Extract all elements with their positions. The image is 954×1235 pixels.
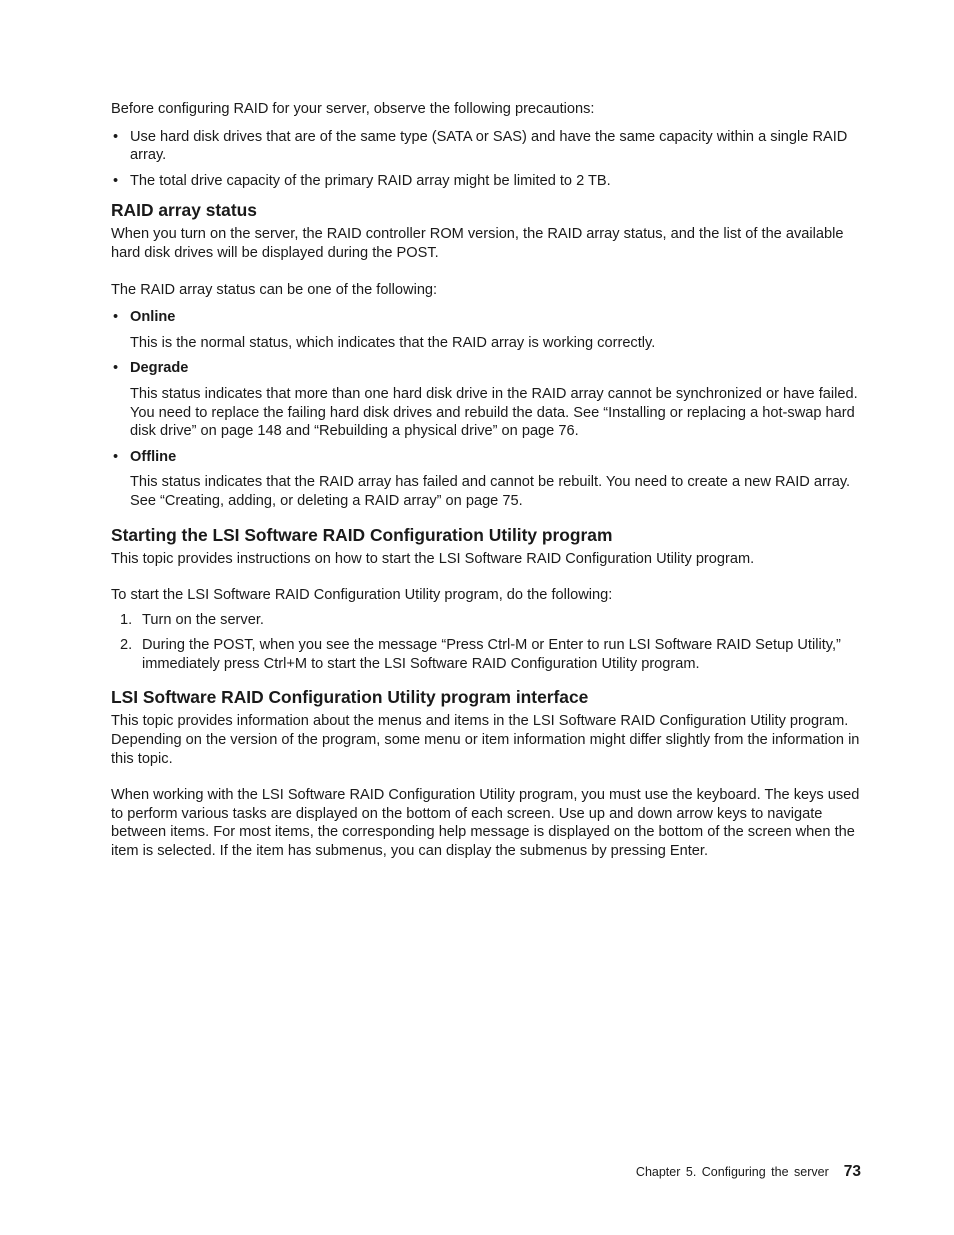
interface-heading: LSI Software RAID Configuration Utility program interface xyxy=(111,687,589,708)
document-page xyxy=(111,100,867,861)
interface-paragraph: This topic provides information about the menus and items in the LSI Software RAID Configuration Utility program. Depending on the version of the program, some menu or item information might differ slightly from the information in this topic. xyxy=(111,713,860,767)
step-text: Turn on the server. xyxy=(142,611,264,628)
bullet-icon: • xyxy=(113,360,119,377)
raid-status-heading: RAID array status xyxy=(111,200,257,221)
intro-paragraph: Before configuring RAID for your server, observe the following precautions: xyxy=(111,101,595,117)
status-name: Online xyxy=(130,309,176,326)
precautions-list xyxy=(111,128,867,191)
step-number: 2. xyxy=(120,637,133,654)
starting-intro: To start the LSI Software RAID Configuration Utility program, do the following: xyxy=(111,587,613,604)
precaution-text: The total drive capacity of the primary RAID array might be limited to 2 TB. xyxy=(130,172,611,189)
bullet-icon: • xyxy=(113,448,119,465)
start-steps-list xyxy=(111,611,867,674)
status-item-online xyxy=(111,308,867,352)
starting-heading: Starting the LSI Software RAID Configuration Utility program xyxy=(111,524,613,545)
list-item xyxy=(111,172,867,191)
status-name: Offline xyxy=(130,448,177,465)
step-text: During the POST, when you see the message “Press Ctrl-M or Enter to run LSI Software RAID Setup Utility,” immediately press Ctrl+M to start the LSI Software RAID Configuration Utility program. xyxy=(142,637,841,672)
list-item xyxy=(111,636,867,673)
interface-keyboard-paragraph: When working with the LSI Software RAID Configuration Utility program, you must use the keyboard. The keys used to perform various tasks are displayed on the bottom of each screen. Use up and down arrow keys to navigate between items. For most items, the corresponding help message is displayed on the bottom of the screen when the item is selected. If the item has submenus, you can display the submenus by pressing Enter. xyxy=(111,787,860,860)
list-item xyxy=(111,128,867,165)
starting-paragraph: This topic provides instructions on how to start the LSI Software RAID Configuration Utility program. xyxy=(111,550,755,567)
page-footer xyxy=(636,1163,861,1181)
raid-status-intro: The RAID array status can be one of the following: xyxy=(111,281,438,298)
bullet-icon: • xyxy=(113,128,119,145)
status-item-degrade xyxy=(111,359,867,440)
status-name: Degrade xyxy=(130,360,189,377)
list-item xyxy=(111,611,867,630)
page-number: 73 xyxy=(843,1163,861,1180)
raid-status-paragraph: When you turn on the server, the RAID controller ROM version, the RAID array status, and the list of the available hard disk drives will be displayed during the POST. xyxy=(111,226,844,261)
status-description: This status indicates that the RAID array has failed and cannot be rebuilt. You need to create a new RAID array. See “Creating, adding, or deleting a RAID array” on page 75. xyxy=(130,474,851,509)
status-item-offline xyxy=(111,448,867,511)
precaution-text: Use hard disk drives that are of the same type (SATA or SAS) and have the same capacity within a single RAID array. xyxy=(130,128,848,164)
bullet-icon: • xyxy=(113,172,119,189)
status-description: This status indicates that more than one hard disk drive in the RAID array cannot be synchronized or have failed. You need to replace the failing hard disk drives and rebuild the data. See “Installing or replacing a hot-swap hard disk drive” on page 148 and “Rebuilding a physical drive” on page 76. xyxy=(130,385,858,440)
chapter-label: Chapter 5. Configuring the server xyxy=(635,1165,829,1179)
status-description: This is the normal status, which indicates that the RAID array is working correctly. xyxy=(130,334,656,351)
bullet-icon: • xyxy=(113,309,119,326)
step-number: 1. xyxy=(120,611,133,628)
